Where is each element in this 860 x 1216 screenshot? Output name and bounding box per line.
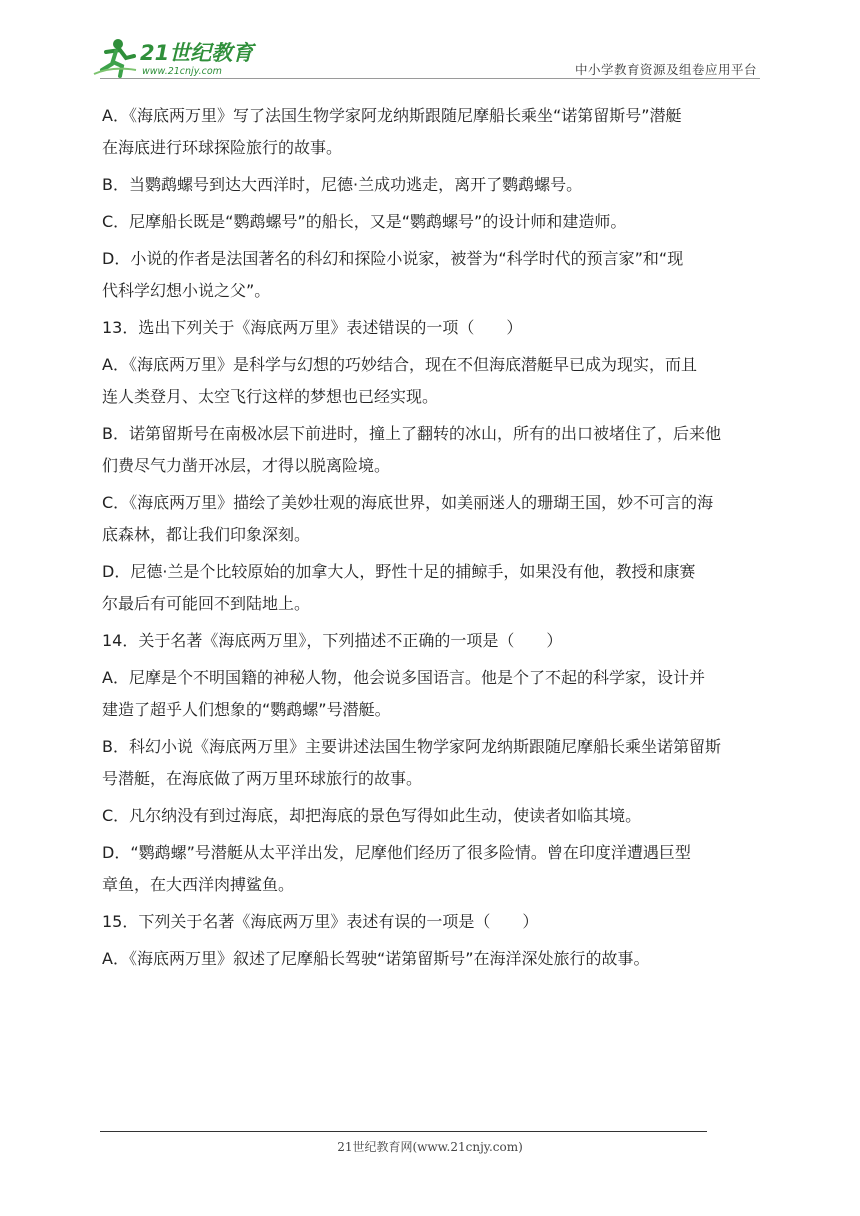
option-line: 代科学幻想小说之父”。 xyxy=(102,281,271,300)
option-line: C．《海底两万里》描绘了美妙壮观的海底世界，如美丽迷人的珊瑚王国，妙不可言的海 xyxy=(102,493,714,512)
option-item xyxy=(102,418,764,482)
option-item xyxy=(102,487,764,551)
option-item xyxy=(102,943,764,975)
option-item xyxy=(102,243,764,307)
page-header xyxy=(0,0,860,82)
question-content xyxy=(102,100,764,980)
logo-url: www.21cnjy.com xyxy=(142,66,222,77)
option-item xyxy=(102,662,764,726)
logo-text: 21世纪教育 xyxy=(140,41,254,65)
option-line: B．当鹦鹉螺号到达大西洋时，尼德·兰成功逃走，离开了鹦鹉螺号。 xyxy=(102,175,583,194)
platform-name: 中小学教育资源及组卷应用平台 xyxy=(574,62,757,77)
option-line: 章鱼，在大西洋肉搏鲨鱼。 xyxy=(102,875,295,894)
option-item xyxy=(102,556,764,620)
site-logo[interactable] xyxy=(92,36,267,80)
option-line: 号潜艇，在海底做了两万里环球旅行的故事。 xyxy=(102,769,423,788)
option-line: 们费尽气力凿开冰层，才得以脱离险境。 xyxy=(102,456,391,475)
option-item xyxy=(102,731,764,795)
option-line: 底森林，都让我们印象深刻。 xyxy=(102,525,311,544)
option-item xyxy=(102,206,764,238)
question-14: 14．关于名著《海底两万里》，下列描述不正确的一项是（ ） xyxy=(102,631,563,650)
option-line: C．尼摩船长既是“鹦鹉螺号”的船长，又是“鹦鹉螺号”的设计师和建造师。 xyxy=(102,212,627,231)
option-line: A．《海底两万里》写了法国生物学家阿龙纳斯跟随尼摩船长乘坐“诺第留斯号”潜艇 xyxy=(102,106,682,125)
option-line: A．《海底两万里》是科学与幻想的巧妙结合，现在不但海底潜艇早已成为现实，而且 xyxy=(102,355,697,374)
runner-icon xyxy=(94,39,136,76)
option-item xyxy=(102,169,764,201)
option-line: A．《海底两万里》叙述了尼摩船长驾驶“诺第留斯号”在海洋深处旅行的故事。 xyxy=(102,949,650,968)
option-item xyxy=(102,800,764,832)
option-line: D．尼德·兰是个比较原始的加拿大人，野性十足的捕鲸手，如果没有他，教授和康赛 xyxy=(102,562,696,581)
option-line: 在海底进行环球探险旅行的故事。 xyxy=(102,138,343,157)
footer-divider xyxy=(100,1131,707,1132)
q13-options xyxy=(102,349,764,620)
option-line: B．诺第留斯号在南极冰层下前进时，撞上了翻转的冰山，所有的出口被堵住了，后来他 xyxy=(102,424,721,443)
header-divider xyxy=(100,78,760,79)
option-line: 连人类登月、太空飞行这样的梦想也已经实现。 xyxy=(102,387,439,406)
footer-text: 21世纪教育网(www.21cnjy.com) xyxy=(337,1140,523,1154)
question-13: 13．选出下列关于《海底两万里》表述错误的一项（ ） xyxy=(102,318,523,337)
question-15: 15．下列关于名著《海底两万里》表述有误的一项是（ ） xyxy=(102,912,539,931)
q14-options xyxy=(102,662,764,901)
option-item xyxy=(102,100,764,164)
option-item xyxy=(102,349,764,413)
q12-options xyxy=(102,100,764,307)
option-line: A．尼摩是个不明国籍的神秘人物，他会说多国语言。他是个了不起的科学家，设计并 xyxy=(102,668,705,687)
option-line: 建造了超乎人们想象的“鹦鹉螺”号潜艇。 xyxy=(102,700,391,719)
option-line: C．凡尔纳没有到过海底，却把海底的景色写得如此生动，使读者如临其境。 xyxy=(102,806,642,825)
option-line: 尔最后有可能回不到陆地上。 xyxy=(102,594,311,613)
option-line: D．小说的作者是法国著名的科幻和探险小说家，被誉为“科学时代的预言家”和“现 xyxy=(102,249,684,268)
q15-options xyxy=(102,943,764,975)
option-line: D．“鹦鹉螺”号潜艇从太平洋出发，尼摩他们经历了很多险情。曾在印度洋遭遇巨型 xyxy=(102,843,691,862)
option-line: B．科幻小说《海底两万里》主要讲述法国生物学家阿龙纳斯跟随尼摩船长乘坐诺第留斯 xyxy=(102,737,721,756)
option-item xyxy=(102,837,764,901)
